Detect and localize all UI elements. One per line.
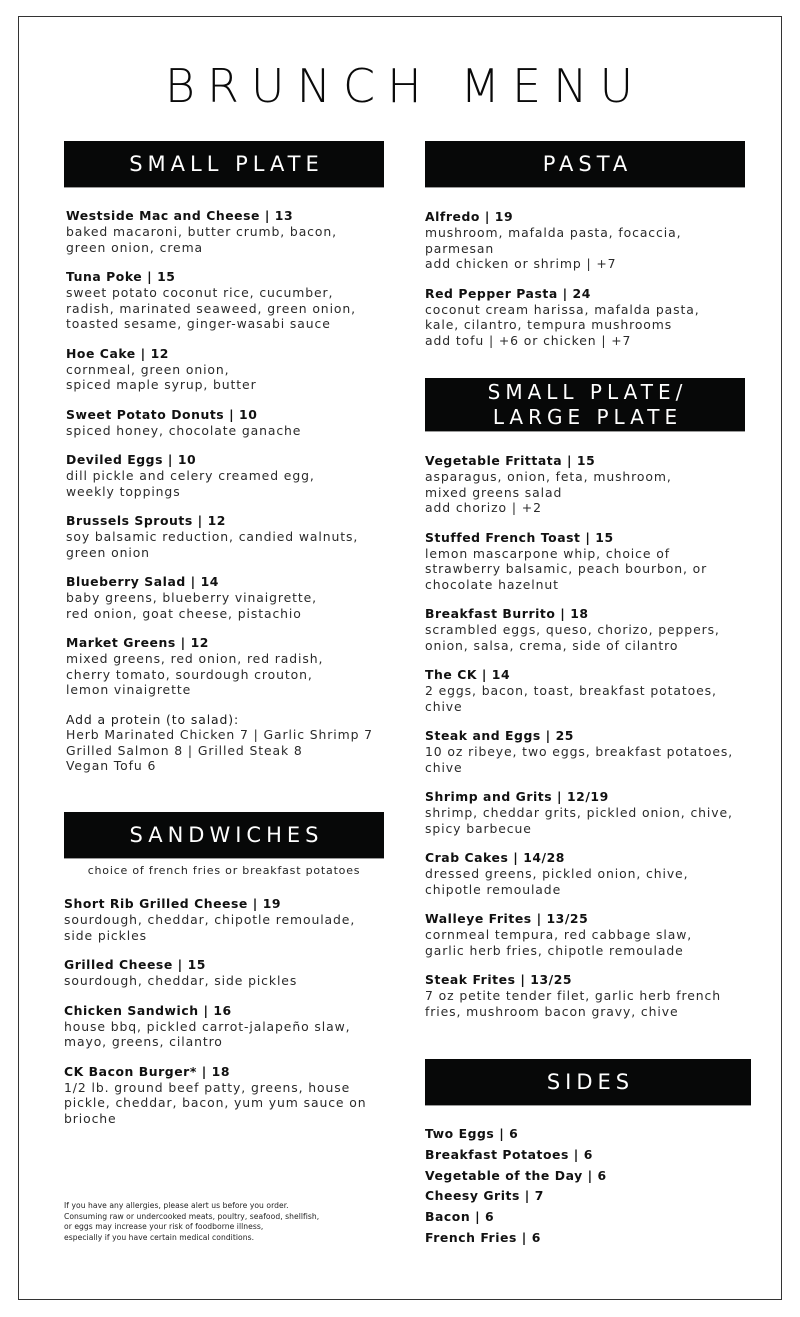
item-name: Chicken Sandwich | 16 [64,1002,232,1018]
item-name: Deviled Eggs | 10 [66,452,197,467]
item-desc: coconut cream harissa, mafalda pasta, [425,301,700,317]
item-desc: brioche [64,1110,117,1126]
disclaimer-line: or eggs may increase your risk of foodborne illness, [64,1222,264,1232]
side-item: Breakfast Potatoes | 6 [425,1146,593,1162]
item-name: Breakfast Burrito | 18 [425,606,589,621]
add-protein-note [66,712,406,774]
menu-item [64,957,404,989]
item-name: Crab Cakes | 14/28 [425,850,565,865]
item-name: Steak and Eggs | 25 [425,728,574,743]
menu-item [66,452,406,499]
menu-title: BRUNCH MENU [164,59,646,113]
item-name: CK Bacon Burger* | 18 [64,1063,230,1079]
item-desc: weekly toppings [66,483,181,499]
section-header-sides [425,1059,751,1106]
section-heading-text: SMALL PLATE [129,152,324,176]
item-desc: chocolate hazelnut [425,576,559,592]
sandwiches-list [64,896,404,1140]
item-name: Vegetable Frittata | 15 [425,453,596,468]
menu-item [66,407,406,439]
item-desc: spicy barbecue [425,820,532,836]
small-plate-list [66,208,406,788]
side-item: French Fries | 6 [425,1229,541,1245]
item-desc: sweet potato coconut rice, cucumber, [66,285,334,300]
item-desc: soy balsamic reduction, candied walnuts, [66,529,359,544]
item-name: Alfredo | 19 [425,209,514,224]
item-addon: add chicken or shrimp | +7 [425,256,617,271]
section-header-small-plate [64,141,384,188]
add-protein-title: Add a protein (to salad): [66,711,240,727]
menu-item [66,208,406,255]
item-desc: green onion, crema [66,239,204,255]
item-desc: kale, cilantro, tempura mushrooms [425,317,673,332]
item-desc: sourdough, cheddar, chipotle remoulade, [64,912,356,927]
section-heading-text: SMALL PLATE/ [487,379,688,404]
item-desc: spiced honey, chocolate ganache [66,422,302,438]
item-desc: toasted sesame, ginger-wasabi sauce [66,316,331,331]
menu-item [66,574,406,621]
section-header-pasta [425,141,745,188]
item-desc: cornmeal tempura, red cabbage slaw, [425,927,693,942]
add-protein-option: Herb Marinated Chicken 7 | Garlic Shrimp 7 [66,727,373,742]
item-desc: house bbq, pickled carrot-jalapeño slaw, [64,1018,351,1034]
menu-item [425,209,765,272]
item-desc: mushroom, mafalda pasta, focaccia, [425,225,682,240]
menu-item [64,1064,404,1127]
item-desc: shrimp, cheddar grits, pickled onion, chive, [425,805,733,820]
side-item: Cheesy Grits | 7 [425,1188,544,1204]
item-name: Market Greens | 12 [66,635,209,650]
item-desc: radish, marinated seaweed, green onion, [66,300,356,316]
item-desc: chive [425,698,463,714]
item-desc: chive [425,759,463,775]
item-name: Walleye Frites | 13/25 [425,911,589,926]
item-name: The CK | 14 [425,667,511,682]
item-name: Shrimp and Grits | 12/19 [425,789,609,804]
item-desc: fries, mushroom bacon gravy, chive [425,1003,679,1019]
menu-item [425,286,765,349]
menu-item [425,972,770,1019]
item-name: Grilled Cheese | 15 [64,957,206,972]
item-addon: add chorizo | +2 [425,500,542,515]
menu-item [425,850,770,897]
menu-item [64,896,404,943]
section-header-small-large-plate [425,378,745,432]
item-desc: baked macaroni, butter crumb, bacon, [66,224,337,239]
item-desc: red onion, goat cheese, pistachio [66,605,302,621]
item-name: Tuna Poke | 15 [66,269,176,284]
item-desc: baby greens, blueberry vinaigrette, [66,590,317,605]
item-desc: parmesan [425,240,495,256]
side-item: Two Eggs | 6 [425,1126,519,1141]
menu-item [425,728,770,775]
sandwiches-note: choice of french fries or breakfast potatoes [87,864,361,877]
menu-item [425,606,770,653]
allergy-disclaimer [64,1201,384,1243]
menu-item [64,1003,404,1050]
small-large-plate-list [425,453,770,1033]
item-desc: dressed greens, pickled onion, chive, [425,866,689,881]
item-desc: scrambled eggs, queso, chorizo, peppers, [425,622,720,637]
side-item: Bacon | 6 [425,1209,495,1225]
item-desc: side pickles [64,927,147,943]
menu-item [66,269,406,332]
side-item: Vegetable of the Day | 6 [425,1167,607,1183]
item-name: Sweet Potato Donuts | 10 [66,406,258,422]
item-desc: 7 oz petite tender filet, garlic herb french [425,988,722,1003]
item-desc: 1/2 lb. ground beef patty, greens, house [64,1079,351,1095]
item-desc: spiced maple syrup, butter [66,377,257,392]
disclaimer-line: Consuming raw or undercooked meats, poultry, seafood, shellfish, [64,1211,320,1221]
item-desc: lemon vinaigrette [66,682,192,697]
item-name: Red Pepper Pasta | 24 [425,285,591,301]
add-protein-option: Vegan Tofu 6 [66,758,157,773]
section-header-sandwiches [64,812,384,859]
menu-item [425,530,770,593]
menu-item [66,635,406,698]
item-desc: garlic herb fries, chipotle remoulade [425,942,684,958]
item-desc: 2 eggs, bacon, toast, breakfast potatoes, [425,683,717,698]
menu-item [425,453,770,516]
item-desc: onion, salsa, crema, side of cilantro [425,637,679,653]
menu-item [425,667,770,714]
item-desc: chipotle remoulade [425,881,562,897]
item-desc: sourdough, cheddar, side pickles [64,973,298,988]
item-desc: dill pickle and celery creamed egg, [66,468,315,483]
item-name: Stuffed French Toast | 15 [425,529,614,545]
pasta-list [425,209,765,362]
item-desc: strawberry balsamic, peach bourbon, or [425,561,708,576]
disclaimer-line: especially if you have certain medical conditions. [64,1232,255,1242]
menu-item [66,346,406,393]
menu-item [425,789,770,836]
menu-item [425,911,770,958]
item-desc: green onion [66,544,150,560]
item-name: Brussels Sprouts | 12 [66,513,226,528]
section-heading-text: LARGE PLATE [492,404,683,429]
item-desc: mixed greens, red onion, red radish, [66,651,324,666]
item-desc: 10 oz ribeye, two eggs, breakfast potatoes, [425,744,734,759]
item-desc: cherry tomato, sourdough crouton, [66,666,313,682]
section-heading-text: PASTA [542,152,633,176]
item-desc: asparagus, onion, feta, mushroom, [425,469,672,484]
item-desc: cornmeal, green onion, [66,361,230,377]
sides-list [425,1124,765,1249]
add-protein-option: Grilled Salmon 8 | Grilled Steak 8 [66,742,303,758]
disclaimer-line: If you have any allergies, please alert us before you order. [64,1201,289,1210]
item-name: Westside Mac and Cheese | 13 [66,208,294,223]
section-heading-text: SIDES [546,1070,635,1094]
item-name: Steak Frites | 13/25 [425,972,573,987]
item-name: Short Rib Grilled Cheese | 19 [64,896,282,911]
item-desc: lemon mascarpone whip, choice of [425,545,670,561]
menu-item [66,513,406,560]
item-desc: mayo, greens, cilantro [64,1034,223,1049]
section-heading-text: SANDWICHES [129,823,324,847]
item-name: Hoe Cake | 12 [66,345,169,361]
item-desc: mixed greens salad [425,484,563,500]
item-name: Blueberry Salad | 14 [66,574,219,589]
item-desc: pickle, cheddar, bacon, yum yum sauce on [64,1095,367,1110]
item-addon: add tofu | +6 or chicken | +7 [425,332,632,348]
